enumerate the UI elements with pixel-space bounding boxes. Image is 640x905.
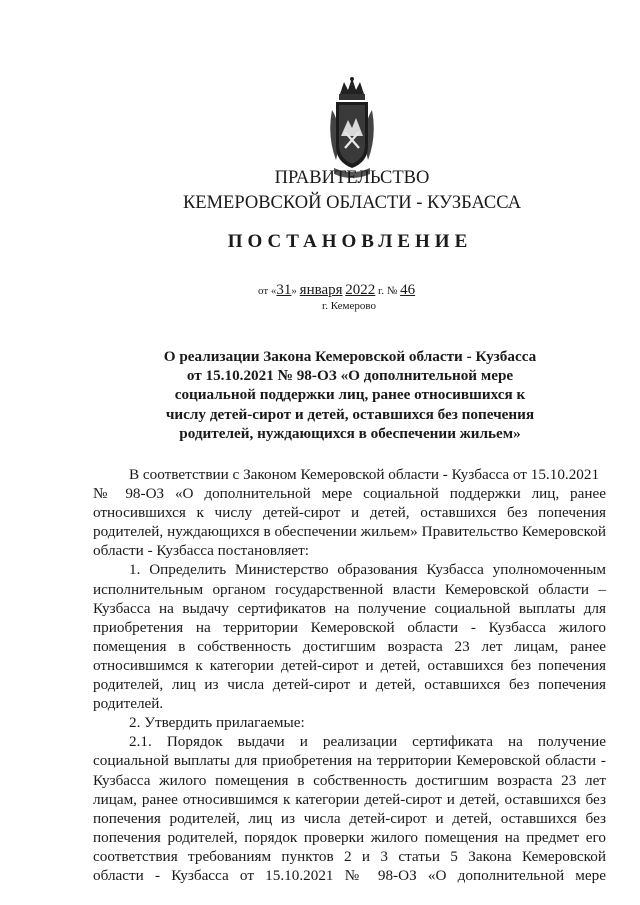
title-line: О реализации Закона Кемеровской области - Кузбасса — [163, 348, 537, 365]
title-line: от 15.10.2021 № 98-ОЗ «О дополнительной мере — [186, 367, 514, 385]
body-line: № 98-ОЗ «О дополнительной мере социальной поддержки лиц, ранее — [93, 485, 606, 503]
decree-body — [93, 465, 606, 885]
date-day: 31 — [276, 282, 292, 298]
decree-number-prefix: № — [386, 285, 398, 297]
decree-number: 46 — [400, 282, 416, 298]
government-title-line-1: ПРАВИТЕЛЬСТВО — [274, 168, 430, 188]
body-line: относившихся к числу детей-сирот и детей, оставшихся без попечения — [93, 504, 606, 522]
coat-of-arms-icon — [326, 76, 378, 182]
body-line: социальной выплаты для приобретения на территории Кемеровской области - — [93, 752, 606, 770]
decree-date-line — [258, 282, 415, 299]
body-line: родителей, лиц из числа детей-сирот и детей, оставшихся без попечения — [93, 676, 606, 694]
body-line: области - Кузбасса постановляет: — [93, 542, 309, 560]
date-month: января — [299, 282, 343, 298]
body-line: области - Кузбасса от 15.10.2021 № 98-ОЗ «О дополнительной мере — [93, 866, 606, 884]
date-year-suffix: г. — [378, 285, 385, 297]
body-line: относившимся к категории детей-сирот и детей, оставшихся без попечения — [93, 656, 606, 674]
body-line: Кузбасса жилого помещения в собственность достигшим возраста 23 лет — [93, 771, 606, 789]
government-title-line-2: КЕМЕРОВСКОЙ ОБЛАСТИ - КУЗБАССА — [182, 193, 522, 213]
body-line: 2. Утвердить прилагаемые: — [129, 714, 305, 732]
body-line: лицам, ранее относившимся к категории детей-сирот и детей, оставшихся без — [93, 790, 606, 808]
body-line: родителей, нуждающихся в обеспечении жильем» Правительство Кемеровской — [93, 523, 606, 541]
title-line: социальной поддержки лиц, ранее относившихся к — [174, 386, 526, 404]
date-year: 2022 — [345, 282, 376, 298]
body-line: родителей. — [93, 695, 164, 713]
decree-title — [130, 347, 570, 443]
date-prefix: от « — [258, 285, 277, 297]
body-line: приобретения на территории Кемеровской области - Кузбасса жилого — [93, 618, 606, 636]
body-line: В соответствии с Законом Кемеровской области - Кузбасса от 15.10.2021 — [129, 466, 600, 483]
body-line: 1. Определить Министерство образования Кузбасса уполномоченным — [129, 561, 606, 579]
title-line: родителей, нуждающихся в обеспечении жильем» — [179, 424, 521, 442]
body-line: помещения в собственность достигшим возраста 23 лет лицам, ранее — [93, 637, 606, 655]
document-type-heading: ПОСТАНОВЛЕНИЕ — [227, 231, 473, 252]
date-close-quote: » — [291, 285, 297, 297]
body-line: исполнительным органом государственной власти Кемеровской области – — [93, 580, 606, 598]
body-line: попечения родителей, порядок проверки жилого помещения на предмет его — [93, 828, 606, 846]
body-line: попечения родителей, лиц из числа детей-сирот и детей, оставшихся без — [93, 809, 606, 827]
city-label: г. Кемерово — [321, 300, 377, 312]
body-line: Кузбасса на выдачу сертификатов на получение социальной выплаты для — [93, 599, 606, 617]
title-line: числу детей-сирот и детей, оставшихся без попечения — [165, 405, 535, 423]
body-line: 2.1. Порядок выдачи и реализации сертификата на получение — [129, 733, 606, 751]
body-line: соответствия требованиям пунктов 2 и 3 статьи 5 Закона Кемеровской — [93, 847, 606, 865]
